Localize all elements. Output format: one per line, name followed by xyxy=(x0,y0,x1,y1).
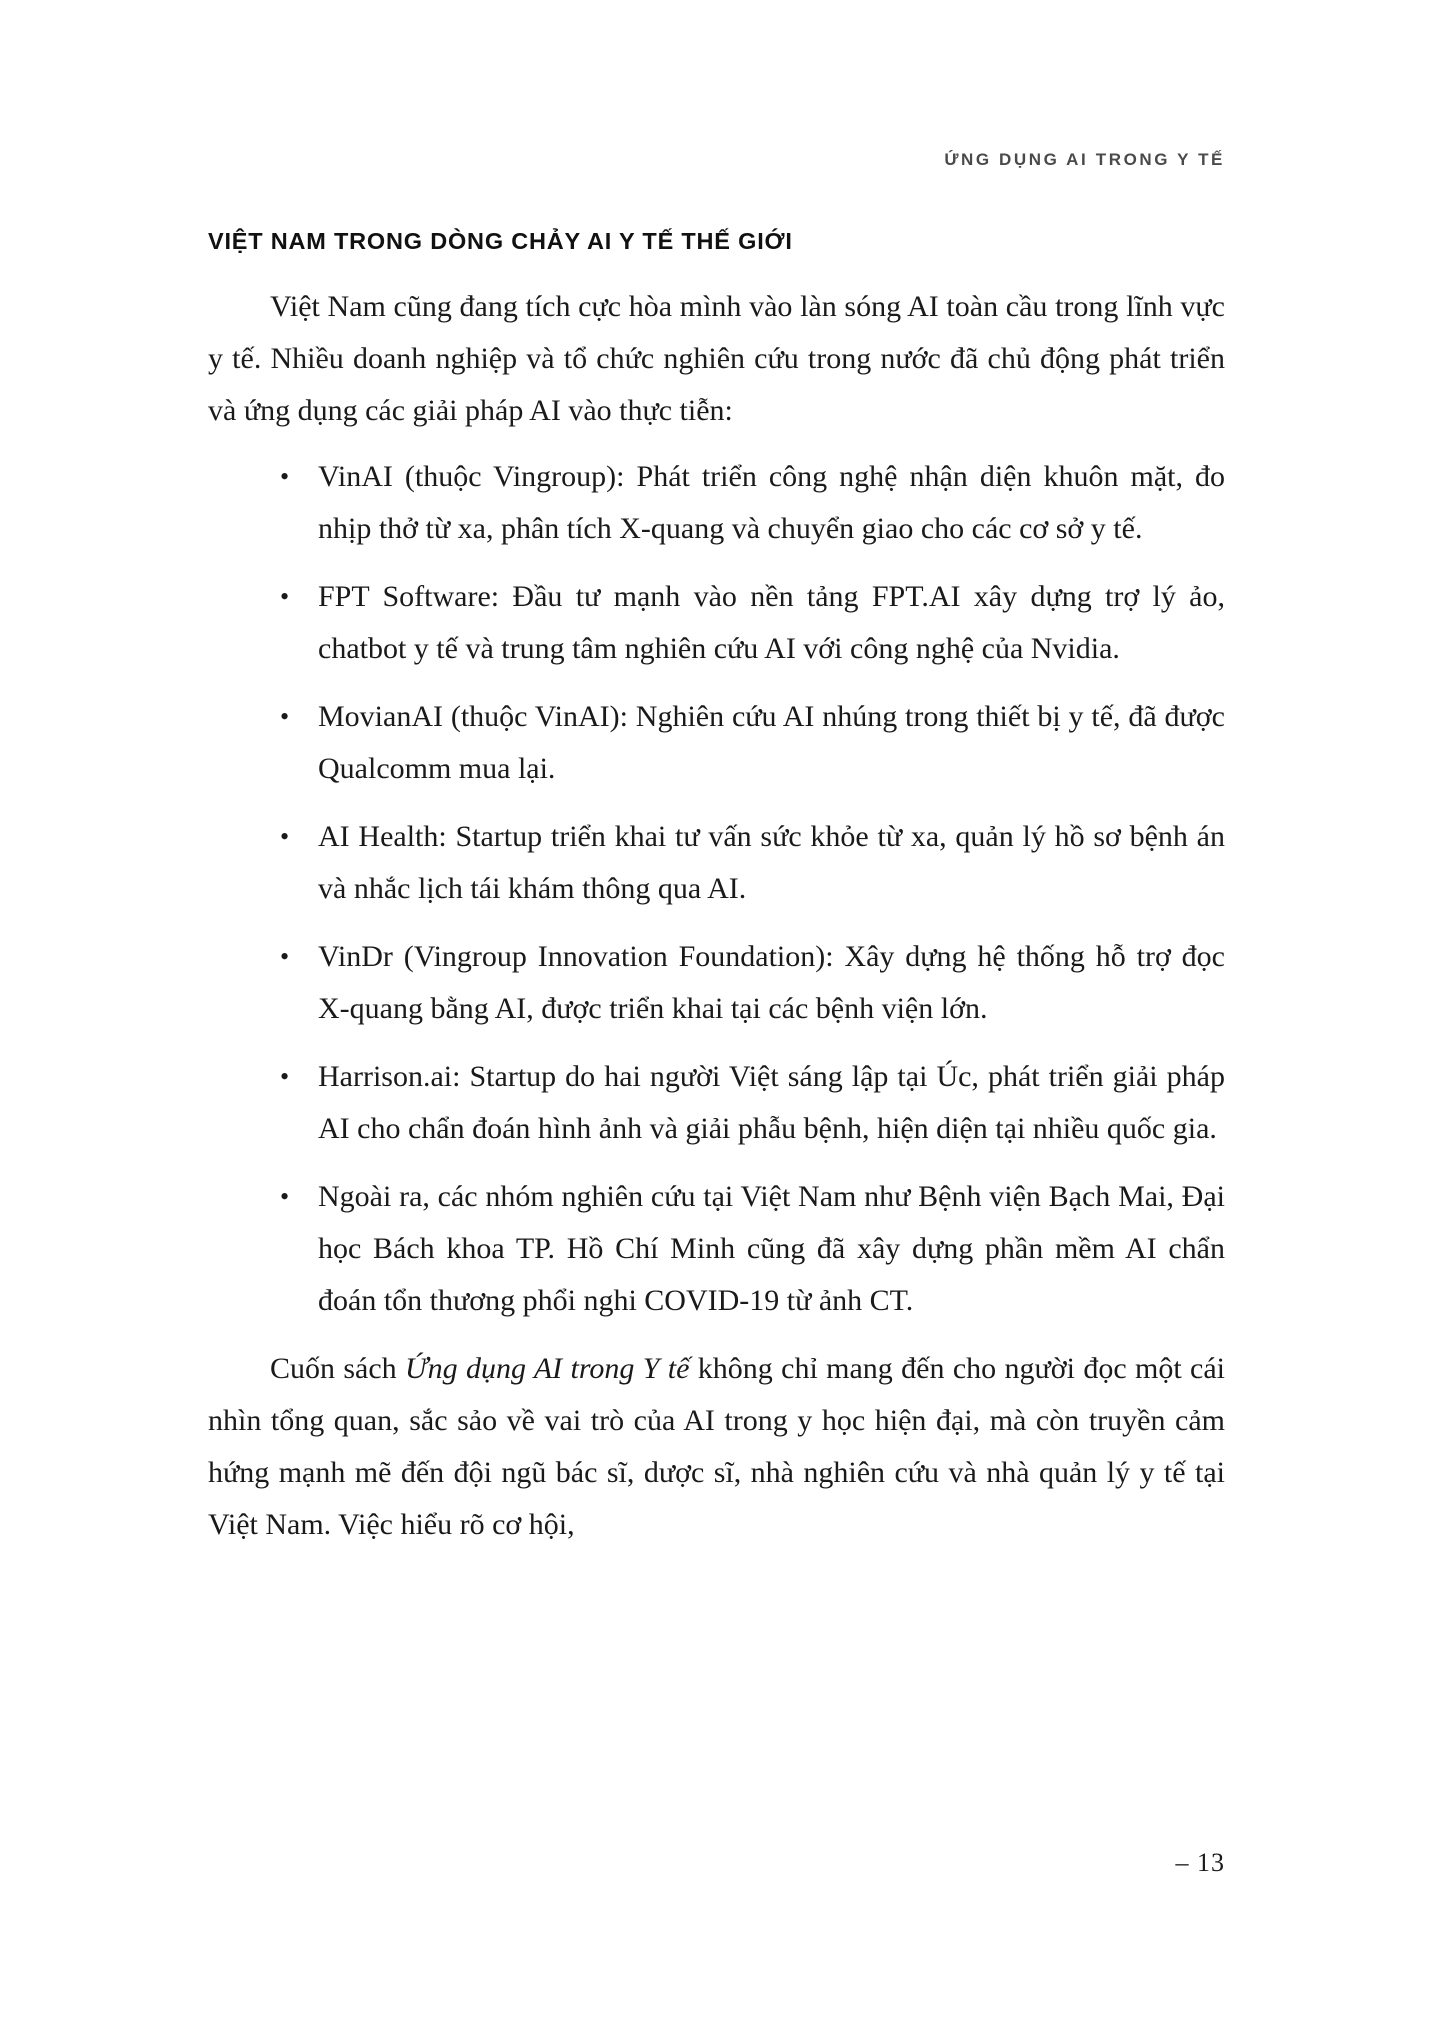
list-item: • VinDr (Vingroup Innovation Foundation): Xây dựng hệ thống hỗ trợ đọc X-quang bằng AI, được triển khai tại các bệnh viện lớn. xyxy=(208,931,1225,1035)
book-title: Ứng dụng AI trong Y tế xyxy=(405,1352,690,1385)
bullet-list xyxy=(208,451,1225,1327)
intro-paragraph: Việt Nam cũng đang tích cực hòa mình vào làn sóng AI toàn cầu trong lĩnh vực y tế. Nhiều doanh nghiệp và tổ chức nghiên cứu trong nước đã chủ động phát triển và ứng dụng các giải pháp AI vào thực tiễn: xyxy=(208,290,1225,427)
list-item: • Ngoài ra, các nhóm nghiên cứu tại Việt Nam như Bệnh viện Bạch Mai, Đại học Bách khoa TP. Hồ Chí Minh cũng đã xây dựng phần mềm AI chẩn đoán tổn thương phổi nghi COVID-19 từ ảnh CT. xyxy=(208,1171,1225,1327)
closing-paragraph xyxy=(208,1343,1225,1551)
running-head: ỨNG DỤNG AI TRONG Y TẾ xyxy=(944,150,1225,169)
list-item: • Harrison.ai: Startup do hai người Việt sáng lập tại Úc, phát triển giải pháp AI cho chẩn đoán hình ảnh và giải phẫu bệnh, hiện diện tại nhiều quốc gia. xyxy=(208,1051,1225,1155)
list-item: • FPT Software: Đầu tư mạnh vào nền tảng FPT.AI xây dựng trợ lý ảo, chatbot y tế và trung tâm nghiên cứu AI với công nghệ của Nvidia. xyxy=(208,571,1225,675)
list-item: • VinAI (thuộc Vingroup): Phát triển công nghệ nhận diện khuôn mặt, đo nhịp thở từ xa, phân tích X-quang và chuyển giao cho các cơ sở y tế. xyxy=(208,451,1225,555)
list-item: • MovianAI (thuộc VinAI): Nghiên cứu AI nhúng trong thiết bị y tế, đã được Qualcomm mua lại. xyxy=(208,691,1225,795)
section-heading: VIỆT NAM TRONG DÒNG CHẢY AI Y TẾ THẾ GIỚI xyxy=(208,228,793,254)
page-content xyxy=(208,228,1225,1559)
page-number: – 13 xyxy=(1175,1848,1225,1877)
closing-rest: không chỉ mang đến cho người đọc một cái nhìn tổng quan, sắc sảo về vai trò của AI trong y học hiện đại, mà còn truyền cảm hứng mạnh mẽ đến đội ngũ bác sĩ, dược sĩ, nhà nghiên cứu và nhà quản lý y tế tại Việt Nam. Việc hiểu rõ cơ hội, xyxy=(208,1352,1225,1541)
list-item: • AI Health: Startup triển khai tư vấn sức khỏe từ xa, quản lý hồ sơ bệnh án và nhắc lịch tái khám thông qua AI. xyxy=(208,811,1225,915)
closing-lead: Cuốn sách xyxy=(270,1352,406,1385)
